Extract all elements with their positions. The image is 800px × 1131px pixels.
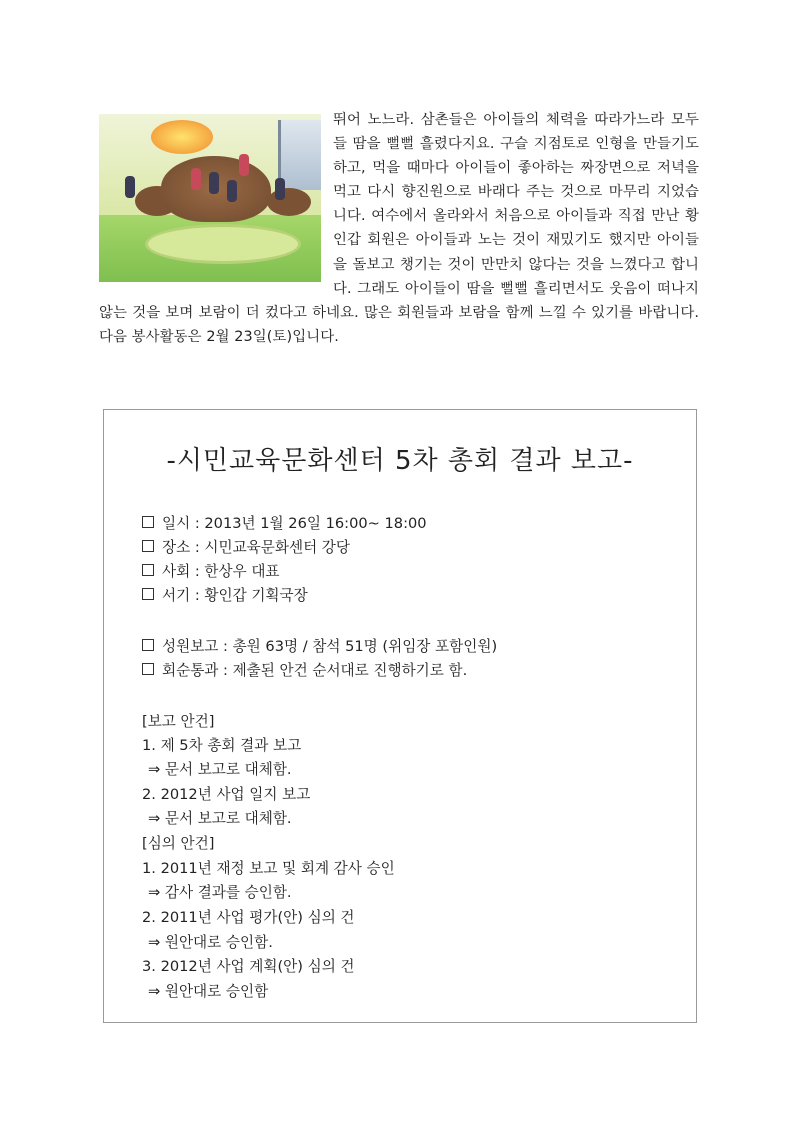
event-photo [99, 114, 321, 282]
review-item-title: 1. 2011년 재정 보고 및 회계 감사 승인 [142, 860, 395, 877]
review-item-result: ⇒ 원안대로 승인함. [148, 934, 273, 951]
review-item-result: ⇒ 감사 결과를 승인함. [148, 884, 292, 901]
status-agenda: 회순통과 : 제출된 안건 순서대로 진행하기로 함. [142, 659, 467, 680]
article-section [99, 108, 699, 349]
report-item-title: 1. 제 5차 총회 결과 보고 [142, 737, 302, 754]
article-paragraph: 뛰어 노느라. 삼촌들은 아이들의 체력을 따라가느라 모두들 땀을 뻘뻘 흘렸다지요. 구슬 지점토로 인형을 만들기도 하고, 먹을 때마다 아이들이 좋아하는 짜장면으로 저녁을 먹고 다시 향진원으로 바래다 주는 것으로 마무리 지었습니다. 여수에서 올라와서 처음으로 아이들과 직접 만난 황인갑 회원은 아이들과 노는 것이 재밌기도 했지만 아이들을 돌보고 챙기는 것이 만만치 않다는 것을 느꼈다고 합니다. 그래도 아이들이 땀을 뻘뻘 흘리면서도 웃음이 떠나지 않는 것을 보며 보람이 더 컸다고 하네요. 많은 회원들과 보람을 함께 느낄 수 있기를 바랍니다. 다음 봉사활동은 2월 23일(토)입니다. [99, 112, 699, 345]
report-item-result: ⇒ 문서 보고로 대체함. [148, 761, 292, 778]
checkbox-icon [142, 639, 154, 651]
info-place: 장소 : 시민교육문화센터 강당 [142, 536, 350, 557]
info-chair: 사회 : 한상우 대표 [142, 560, 280, 581]
review-item-title: 2. 2011년 사업 평가(안) 심의 건 [142, 909, 355, 926]
checkbox-icon [142, 564, 154, 576]
report-item-result: ⇒ 문서 보고로 대체함. [148, 810, 292, 827]
review-item-title: 3. 2012년 사업 계획(안) 심의 건 [142, 958, 355, 975]
checkbox-icon [142, 663, 154, 675]
review-item-result: ⇒ 원안대로 승인함 [148, 983, 269, 1000]
meeting-report-box [103, 409, 697, 1023]
info-secretary: 서기 : 황인갑 기획국장 [142, 584, 308, 605]
status-quorum: 성원보고 : 총원 63명 / 참석 51명 (위임장 포함인원) [142, 635, 497, 656]
info-datetime: 일시 : 2013년 1월 26일 16:00~ 18:00 [142, 512, 427, 533]
checkbox-icon [142, 588, 154, 600]
review-items-header: [심의 안건] [142, 835, 215, 852]
report-item-title: 2. 2012년 사업 일지 보고 [142, 786, 311, 803]
report-title: -시민교육문화센터 5차 총회 결과 보고- [166, 446, 634, 476]
report-items-header: [보고 안건] [142, 713, 215, 730]
checkbox-icon [142, 516, 154, 528]
checkbox-icon [142, 540, 154, 552]
